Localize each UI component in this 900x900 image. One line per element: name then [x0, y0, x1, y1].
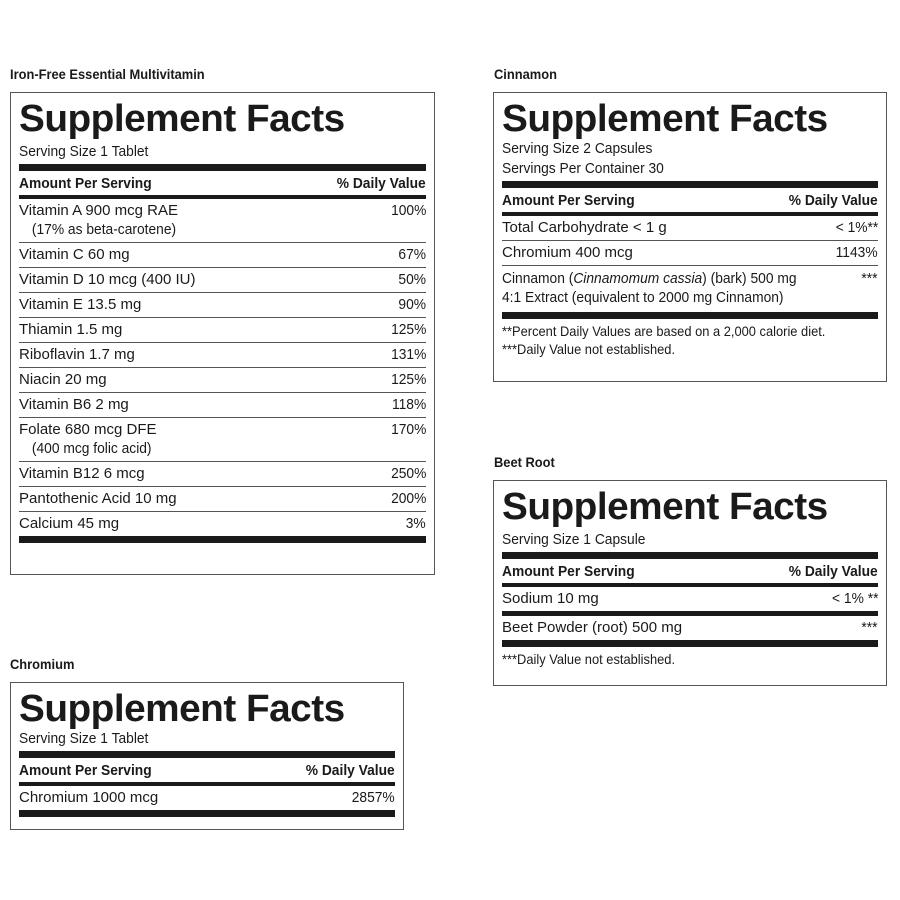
nutrient-row	[502, 587, 878, 616]
daily-value: < 1%**	[835, 219, 878, 236]
nutrient-row	[502, 216, 878, 241]
daily-value: 125%	[390, 371, 426, 388]
thick-divider	[19, 751, 395, 758]
serving-size: Serving Size 2 Capsules	[502, 140, 653, 157]
thick-divider	[502, 181, 878, 188]
daily-value: 2857%	[352, 789, 395, 806]
nutrient-table	[502, 587, 878, 640]
thick-divider	[19, 536, 426, 543]
product-title-cinnamon: Cinnamon	[494, 66, 557, 82]
nutrient-row	[19, 512, 426, 536]
footnotes	[502, 319, 878, 358]
footnotes	[502, 647, 878, 668]
column-header	[19, 758, 395, 782]
daily-value: 118%	[391, 396, 426, 413]
thick-divider	[19, 810, 395, 817]
product-title-multivitamin: Iron-Free Essential Multivitamin	[10, 66, 205, 82]
supplement-facts-panel-multivitamin	[10, 92, 435, 575]
daily-value: 50%	[398, 271, 426, 288]
supplement-facts-panel-chromium	[10, 682, 404, 830]
serving-size: Serving Size 1 Tablet	[19, 730, 149, 747]
nutrient-row	[19, 462, 426, 487]
nutrient-row	[19, 786, 395, 810]
nutrient-name: Total Carbohydrate < 1 g	[502, 219, 667, 236]
product-title-chromium: Chromium	[10, 656, 75, 672]
supplement-facts-heading: Supplement Facts	[502, 98, 828, 140]
daily-value: 131%	[390, 346, 426, 363]
footnote: ***Daily Value not established.	[502, 651, 676, 667]
nutrient-name: Thiamin 1.5 mg	[19, 321, 123, 338]
nutrient-name: Beet Powder (root) 500 mg	[502, 619, 683, 636]
supplement-facts-heading: Supplement Facts	[19, 98, 345, 140]
supplement-facts-panel-cinnamon	[493, 92, 887, 382]
nutrient-name: Vitamin E 13.5 mg	[19, 296, 142, 313]
daily-value: ***	[861, 619, 878, 636]
column-header	[502, 188, 878, 212]
nutrient-name: Vitamin A 900 mcg RAE	[19, 202, 178, 219]
supplement-facts-heading: Supplement Facts	[502, 486, 828, 528]
nutrient-table	[502, 216, 878, 266]
thick-divider	[502, 640, 878, 647]
servings-per-container: Servings Per Container 30	[502, 160, 664, 177]
column-header	[19, 171, 426, 195]
thick-divider	[19, 164, 426, 171]
nutrient-row	[19, 418, 426, 462]
nutrient-table	[19, 786, 395, 810]
extract-equivalent: 4:1 Extract (equivalent to 2000 mg Cinnamon)	[502, 289, 784, 306]
daily-value: 200%	[390, 490, 426, 507]
nutrient-name: Folate 680 mcg DFE	[19, 421, 157, 438]
nutrient-name: Calcium 45 mg	[19, 515, 120, 532]
footnote: ***Daily Value not established.	[502, 341, 676, 357]
nutrient-row	[19, 268, 426, 293]
product-title-beet-root: Beet Root	[494, 454, 555, 470]
nutrient-name: Chromium 400 mcg	[502, 244, 633, 261]
nutrient-name: Vitamin D 10 mcg (400 IU)	[19, 271, 196, 288]
nutrient-row	[502, 241, 878, 266]
nutrient-row	[19, 318, 426, 343]
daily-value: 67%	[398, 246, 426, 263]
nutrient-subnote: (17% as beta-carotene)	[31, 221, 177, 238]
nutrient-name: Riboflavin 1.7 mg	[19, 346, 135, 363]
daily-value-header: % Daily Value	[306, 762, 395, 779]
nutrient-row	[19, 487, 426, 512]
daily-value: 3%	[406, 515, 426, 532]
extract-daily-value: ***	[861, 270, 878, 287]
nutrient-subnote: (400 mcg folic acid)	[31, 440, 152, 457]
nutrient-name: Sodium 10 mg	[502, 590, 599, 607]
column-header	[502, 559, 878, 583]
nutrient-name: Niacin 20 mg	[19, 371, 107, 388]
nutrient-name: Vitamin B12 6 mcg	[19, 465, 145, 482]
amount-per-serving-header: Amount Per Serving	[19, 762, 152, 779]
thick-divider	[502, 552, 878, 559]
nutrient-row	[19, 199, 426, 243]
latin-name: Cinnamomum cassia	[573, 270, 703, 287]
amount-per-serving-header: Amount Per Serving	[19, 175, 152, 192]
daily-value: 250%	[390, 465, 426, 482]
nutrient-row	[19, 368, 426, 393]
nutrient-row	[19, 343, 426, 368]
nutrient-row	[19, 393, 426, 418]
amount-per-serving-header: Amount Per Serving	[502, 563, 635, 580]
nutrient-name: Chromium 1000 mcg	[19, 789, 159, 806]
daily-value: 90%	[398, 296, 426, 313]
extract-name: Cinnamon (Cinnamomum cassia) (bark) 500 mg	[502, 270, 797, 287]
serving-size: Serving Size 1 Capsule	[502, 531, 646, 548]
supplement-facts-heading: Supplement Facts	[19, 688, 345, 730]
nutrient-name: Vitamin B6 2 mg	[19, 396, 129, 413]
daily-value: 170%	[390, 421, 426, 438]
daily-value-header: % Daily Value	[337, 175, 426, 192]
daily-value: 125%	[390, 321, 426, 338]
serving-size: Serving Size 1 Tablet	[19, 143, 149, 160]
nutrient-name: Pantothenic Acid 10 mg	[19, 490, 177, 507]
extract-row	[502, 266, 878, 310]
daily-value: < 1% **	[831, 590, 878, 607]
daily-value: 1143%	[836, 244, 878, 261]
nutrient-row	[19, 243, 426, 268]
amount-per-serving-header: Amount Per Serving	[502, 192, 635, 209]
daily-value-header: % Daily Value	[789, 563, 878, 580]
nutrient-row	[19, 293, 426, 318]
footnote: **Percent Daily Values are based on a 2,000 calorie diet.	[502, 323, 826, 339]
supplement-facts-panel-beet-root	[493, 480, 887, 686]
nutrient-row	[502, 616, 878, 640]
thick-divider	[502, 312, 878, 319]
daily-value: 100%	[390, 202, 426, 219]
daily-value-header: % Daily Value	[789, 192, 878, 209]
nutrient-table	[19, 199, 426, 536]
nutrient-name: Vitamin C 60 mg	[19, 246, 130, 263]
